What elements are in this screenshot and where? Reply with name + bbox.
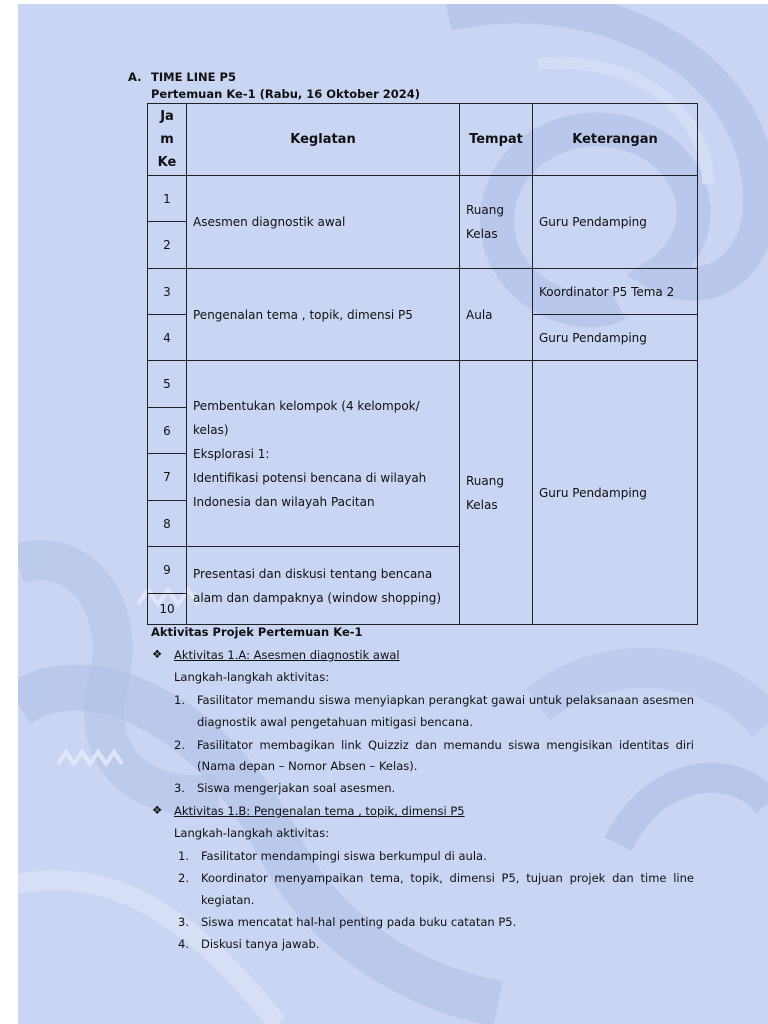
step-text: Diskusi tanya jawab. — [201, 937, 320, 951]
hour-cell: 9 — [148, 547, 187, 594]
step-number: 3. — [174, 781, 185, 795]
activity-cell: Pengenalan tema , topik, dimensi P5 — [187, 269, 460, 361]
step-text: (Nama depan – Nomor Absen – Kelas). — [197, 759, 418, 773]
step-number: 3. — [178, 915, 189, 929]
step-text: Fasilitator membagikan link Quizziz dan memandu siswa mengisikan identitas diri — [197, 738, 694, 752]
activity-b-steps-label: Langkah-langkah aktivitas: — [174, 826, 330, 840]
activity-cell: Asesmen diagnostik awal — [187, 176, 460, 269]
step-number: 2. — [178, 871, 189, 885]
step-text: kegiatan. — [201, 893, 255, 907]
table-row — [148, 176, 698, 222]
diamond-bullet-icon: ❖ — [152, 647, 163, 661]
header-keterangan: Keterangan — [533, 104, 698, 176]
note-cell: Guru Pendamping — [533, 176, 698, 269]
header-kegiatan: Keglatan — [187, 104, 460, 176]
section-letter: A. — [128, 70, 142, 84]
step-number: 2. — [174, 738, 185, 752]
hour-cell: 5 — [148, 361, 187, 408]
header-tempat: Tempat — [460, 104, 533, 176]
table-row — [148, 361, 698, 408]
step-text: Fasilitator mendampingi siswa berkumpul di aula. — [201, 849, 487, 863]
step-number: 1. — [178, 849, 189, 863]
activity-b-title: Aktivitas 1.B: Pengenalan tema , topik, dimensi P5 — [174, 804, 465, 818]
table-row — [148, 269, 698, 315]
activity-a-title: Aktivitas 1.A: Asesmen diagnostik awal — [174, 648, 400, 662]
step-text: Siswa mengerjakan soal asesmen. — [197, 781, 396, 795]
step-number: 1. — [174, 693, 185, 707]
note-cell: Koordinator P5 Tema 2 — [533, 269, 698, 315]
place-cell: Ruang Kelas — [460, 176, 533, 269]
note-cell: Guru Pendamping — [533, 315, 698, 361]
place-cell: Ruang Kelas — [460, 361, 533, 625]
step-text: Siswa mencatat hal-hal penting pada buku catatan P5. — [201, 915, 517, 929]
activity-a-steps-label: Langkah-langkah aktivitas: — [174, 670, 330, 684]
hour-cell: 2 — [148, 222, 187, 269]
meeting-subtitle: Pertemuan Ke-1 (Rabu, 16 Oktober 2024) — [151, 87, 421, 101]
section-title: TIME LINE P5 — [151, 70, 236, 84]
activity-cell: Pembentukan kelompok (4 kelompok/ kelas) Eksplorasi 1: Identifikasi potensi bencana di wilayah Indonesia dan wilayah Pacitan — [187, 361, 460, 547]
step-text: Fasilitator memandu siswa menyiapkan perangkat gawai untuk pelaksanaan asesmen — [197, 693, 694, 707]
hour-cell: 4 — [148, 315, 187, 361]
hour-cell: 3 — [148, 269, 187, 315]
hour-cell: 7 — [148, 454, 187, 501]
projects-heading: Aktivitas Projek Pertemuan Ke-1 — [151, 625, 363, 639]
hour-cell: 10 — [148, 594, 187, 625]
step-text: diagnostik awal pengetahuan mitigasi bencana. — [197, 715, 474, 729]
step-number: 4. — [178, 937, 189, 951]
activity-cell: Presentasi dan diskusi tentang bencana alam dan dampaknya (window shopping) — [187, 547, 460, 625]
hour-cell: 8 — [148, 501, 187, 547]
table-header-row — [148, 104, 698, 176]
header-jam-ke: Ja m Ke — [148, 104, 187, 176]
diamond-bullet-icon: ❖ — [152, 803, 163, 817]
step-text: Koordinator menyampaikan tema, topik, dimensi P5, tujuan projek dan time line — [201, 871, 694, 885]
timeline-table — [147, 103, 698, 625]
note-cell: Guru Pendamping — [533, 361, 698, 625]
hour-cell: 1 — [148, 176, 187, 222]
hour-cell: 6 — [148, 408, 187, 454]
place-cell: Aula — [460, 269, 533, 361]
